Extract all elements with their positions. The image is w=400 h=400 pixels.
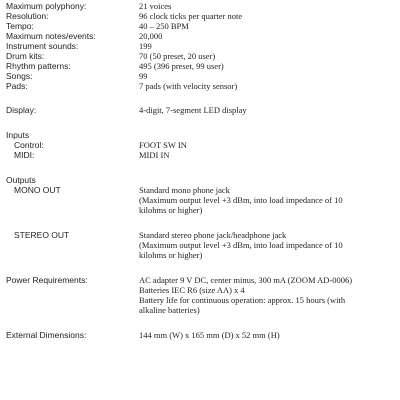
spec-label-max-notes: Maximum notes/events: (6, 31, 96, 41)
spec-value-tempo: 40 – 250 BPM (139, 21, 189, 31)
spec-value-instrument-sounds: 199 (139, 41, 152, 51)
spec-label-display: Display: (6, 105, 37, 115)
spec-value-stereo-out-line3: kilohms or higher) (139, 250, 203, 260)
spec-value-power-line3: Battery life for continuous operation: approx. 15 hours (with (139, 295, 346, 305)
spec-value-power-line1: AC adapter 9 V DC, center minus, 300 mA (ZOOM AD-0006) (139, 275, 353, 285)
spec-value-control: FOOT SW IN (139, 140, 187, 150)
spec-value-max-polyphony: 21 voices (139, 1, 172, 11)
spec-value-mono-out-line2: (Maximum output level +3 dBm, into load impedance of 10 (139, 195, 343, 205)
spec-label-midi: MIDI: (14, 150, 35, 160)
spec-label-tempo: Tempo: (6, 21, 34, 31)
spec-value-stereo-out-line1: Standard stereo phone jack/headphone jack (139, 230, 287, 240)
spec-value-rhythm-patterns: 495 (396 preset, 99 user) (139, 61, 224, 71)
spec-label-instrument-sounds: Instrument sounds: (6, 41, 79, 51)
spec-value-mono-out-line1: Standard mono phone jack (139, 185, 230, 195)
spec-value-power-line4: alkaline batteries) (139, 305, 200, 315)
spec-value-drum-kits: 70 (50 preset, 20 user) (139, 51, 216, 61)
outputs-heading: Outputs (6, 175, 36, 185)
spec-label-songs: Songs: (6, 71, 33, 81)
spec-value-resolution: 96 clock ticks per quarter note (139, 11, 243, 21)
spec-value-mono-out-line3: kilohms or higher) (139, 205, 203, 215)
spec-value-songs: 99 (139, 71, 148, 81)
spec-value-midi: MIDI IN (139, 150, 170, 160)
spec-label-drum-kits: Drum kits: (6, 51, 45, 61)
spec-value-stereo-out-line2: (Maximum output level +3 dBm, into load impedance of 10 (139, 240, 343, 250)
spec-value-dimensions: 144 mm (W) x 165 mm (D) x 52 mm (H) (139, 330, 280, 340)
spec-label-pads: Pads: (6, 81, 28, 91)
spec-value-display: 4-digit, 7-segment LED display (139, 105, 247, 115)
spec-label-resolution: Resolution: (6, 11, 49, 21)
spec-value-max-notes: 20,000 (139, 31, 163, 41)
spec-label-stereo-out: STEREO OUT (14, 230, 70, 240)
spec-value-pads: 7 pads (with velocity sensor) (139, 81, 238, 91)
spec-label-mono-out: MONO OUT (14, 185, 61, 195)
spec-label-power: Power Requirements: (6, 275, 88, 285)
inputs-heading: Inputs (6, 130, 30, 140)
spec-value-power-line2: Batteries IEC R6 (size AA) x 4 (139, 285, 245, 295)
spec-label-rhythm-patterns: Rhythm patterns: (6, 61, 71, 71)
spec-label-dimensions: External Dimensions: (6, 330, 87, 340)
spec-label-control: Control: (14, 140, 44, 150)
spec-label-max-polyphony: Maximum polyphony: (6, 1, 87, 11)
